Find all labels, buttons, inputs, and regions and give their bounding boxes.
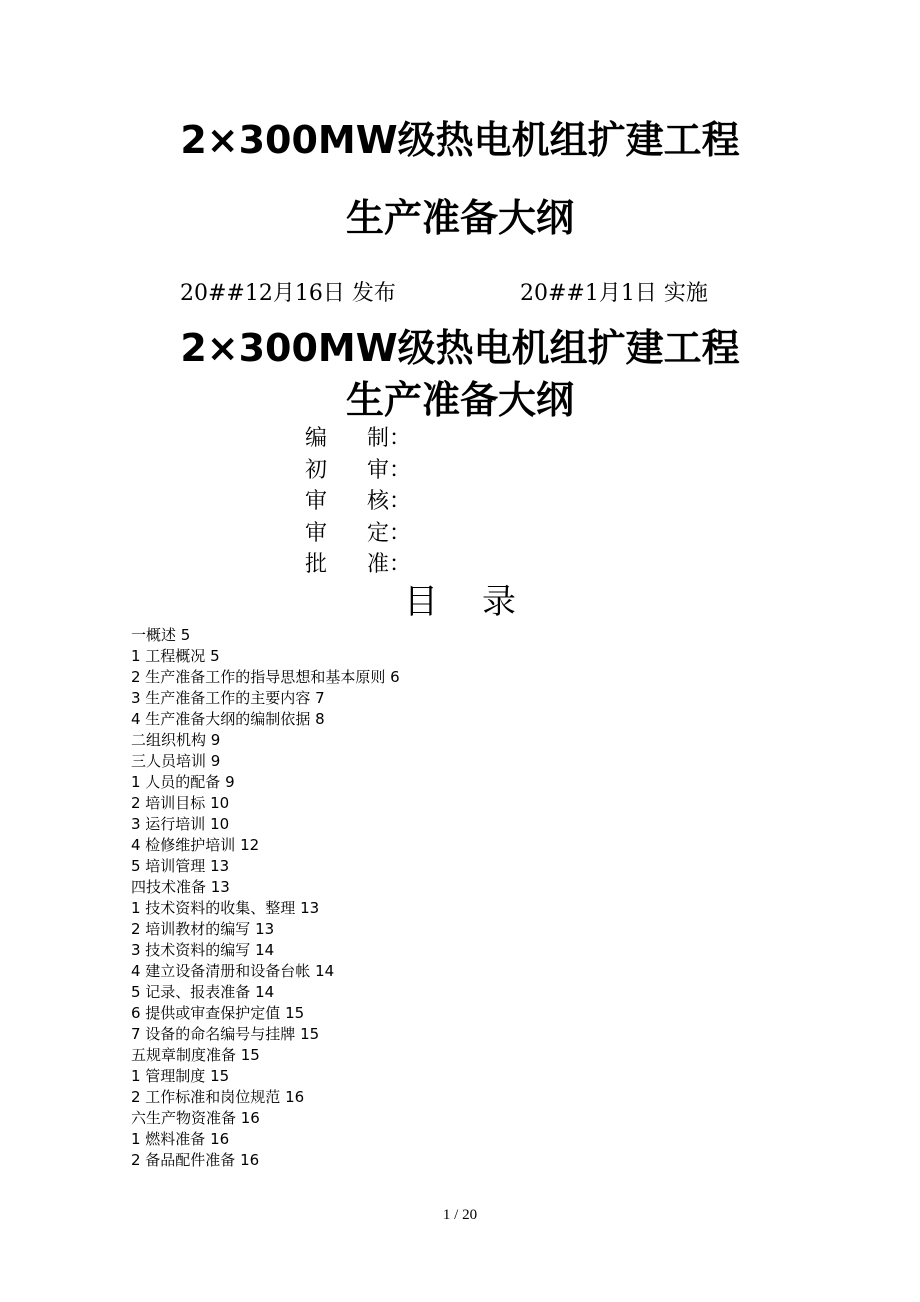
- toc-entry[interactable]: 4 建立设备清册和设备台帐 14: [131, 962, 335, 980]
- toc-entry[interactable]: 4 生产准备大纲的编制依据 8: [131, 710, 325, 728]
- table-of-contents: [131, 625, 400, 1171]
- toc-entry[interactable]: 四技术准备 13: [131, 878, 230, 896]
- signature-key-char: 审: [305, 521, 328, 546]
- toc-entry[interactable]: 3 运行培训 10: [131, 815, 230, 833]
- toc-entry[interactable]: 1 人员的配备 9: [131, 773, 235, 791]
- signature-line-approve: [305, 551, 411, 579]
- toc-entry[interactable]: 2 培训教材的编写 13: [131, 920, 275, 938]
- inner-title-line2: 生产准备大纲: [345, 378, 574, 422]
- implement-date: 20##1月1日 实施: [520, 281, 708, 306]
- toc-entry[interactable]: 4 检修维护培训 12: [131, 836, 260, 854]
- toc-heading-char: 目: [404, 582, 438, 622]
- signature-key-char: 批: [305, 552, 328, 577]
- signature-key-char: 审：: [367, 458, 412, 483]
- toc-entry[interactable]: 六生产物资准备 16: [131, 1109, 260, 1127]
- toc-entry[interactable]: 7 设备的命名编号与挂牌 15: [131, 1025, 320, 1043]
- signature-line-compile: [305, 425, 411, 453]
- toc-entry[interactable]: 6 提供或审查保护定值 15: [131, 1004, 305, 1022]
- signature-line-first-review: [305, 457, 411, 485]
- toc-entry[interactable]: 1 工程概况 5: [131, 647, 220, 665]
- toc-entry[interactable]: 三人员培训 9: [131, 752, 221, 770]
- signature-key-char: 核：: [367, 489, 412, 514]
- signature-key-char: 定：: [367, 521, 412, 546]
- toc-entry[interactable]: 二组织机构 9: [131, 731, 221, 749]
- toc-entry[interactable]: 2 培训目标 10: [131, 794, 230, 812]
- toc-entry[interactable]: 3 技术资料的编写 14: [131, 941, 275, 959]
- toc-entry[interactable]: 5 培训管理 13: [131, 857, 230, 875]
- toc-entry[interactable]: 1 燃料准备 16: [131, 1130, 230, 1148]
- toc-entry[interactable]: 2 工作标准和岗位规范 16: [131, 1088, 305, 1106]
- toc-entry[interactable]: 一概述 5: [131, 626, 191, 644]
- toc-heading-char: 录: [482, 582, 516, 622]
- signature-line-check: [305, 488, 411, 516]
- toc-entry[interactable]: 2 备品配件准备 16: [131, 1151, 260, 1169]
- cover-dates: [0, 280, 920, 308]
- toc-entry[interactable]: 5 记录、报表准备 14: [131, 983, 275, 1001]
- signature-line-finalize: [305, 520, 411, 548]
- page-number: 1 / 20: [442, 1207, 478, 1223]
- signature-key-char: 审: [305, 489, 328, 514]
- publish-date: 20##12月16日 发布: [180, 281, 396, 306]
- signature-key-char: 制：: [367, 426, 412, 451]
- toc-entry[interactable]: 五规章制度准备 15: [131, 1046, 260, 1064]
- toc-heading: [0, 580, 920, 624]
- signature-key-char: 初: [305, 458, 328, 483]
- signature-key-char: 准：: [367, 552, 412, 577]
- toc-entry[interactable]: 2 生产准备工作的指导思想和基本原则 6: [131, 668, 400, 686]
- toc-entry[interactable]: 1 管理制度 15: [131, 1067, 230, 1085]
- inner-title-line1: 2×300MW级热电机组扩建工程: [180, 326, 740, 370]
- cover-title-line2: 生产准备大纲: [345, 196, 574, 240]
- toc-entry[interactable]: 3 生产准备工作的主要内容 7: [131, 689, 325, 707]
- toc-entry[interactable]: 1 技术资料的收集、整理 13: [131, 899, 320, 917]
- cover-title-line1: 2×300MW级热电机组扩建工程: [180, 118, 740, 162]
- signature-key-char: 编: [305, 426, 328, 451]
